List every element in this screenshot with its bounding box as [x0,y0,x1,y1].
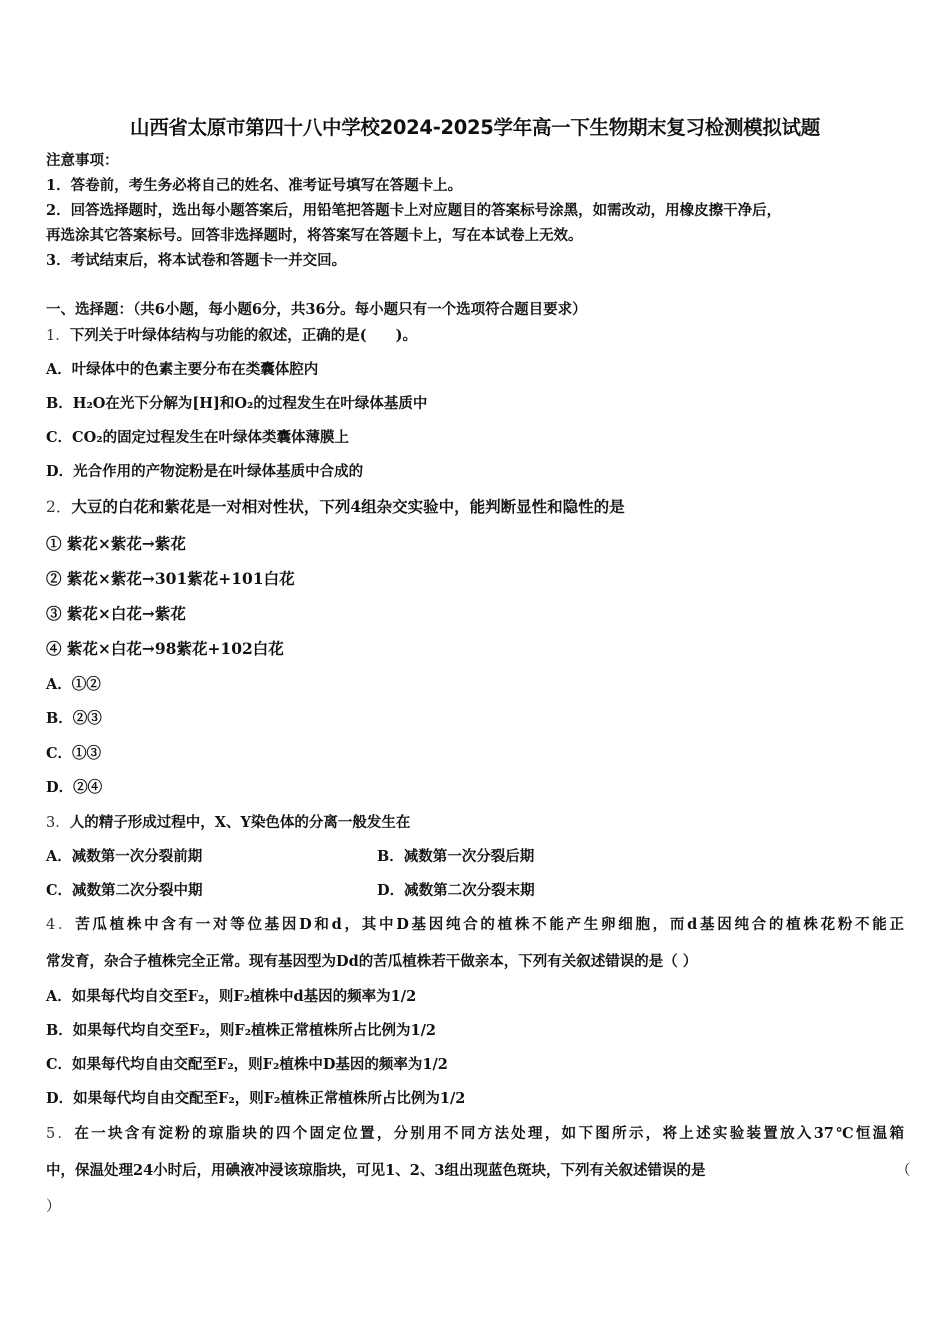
question-number: 3． [46,815,70,831]
answer-paren-close: ） [46,1199,61,1215]
question-5-line-2: 中，保温处理24小时后，用碘液冲浸该琼脂块，可见1、2、3组出现蓝色斑块，下列有关叙述错误的是 [46,1162,706,1179]
q4-option-d: D．如果每代均自由交配至F₂，则F₂植株正常植株所占比例为1/2 [46,1090,466,1107]
notice-item: 1．答卷前，考生务必将自己的姓名、准考证号填写在答题卡上。 [46,177,463,194]
question-4-line-2: 常发育，杂合子植株完全正常。现有基因型为Dd的苦瓜植株若干做亲本，下列有关叙述错误的是（ ） [46,953,698,970]
q4-option-b: B．如果每代均自交至F₂，则F₂植株正常植株所占比例为1/2 [46,1022,437,1039]
notice-heading: 注意事项： [46,152,119,169]
q2-option-b: B．②③ [46,710,102,727]
notice-item: 3．考试结束后，将本试卷和答题卡一并交回。 [46,252,347,269]
section-heading: 一、选择题：（共6小题，每小题6分，共36分。每小题只有一个选项符合题目要求） [46,301,587,318]
notice-item: 2．回答选择题时，选出每小题答案后，用铅笔把答题卡上对应题目的答案标号涂黑，如需改动，用橡皮擦干净后， [46,202,782,219]
question-2 [46,497,625,517]
q1-option-d: D．光合作用的产物淀粉是在叶绿体基质中合成的 [46,463,364,480]
question-stem: 大豆的白花和紫花是一对相对性状，下列4组杂交实验中，能判断显性和隐性的是 [71,497,625,516]
question-stem: 在一块含有淀粉的琼脂块的四个固定位置，分别用不同方法处理，如下图所示，将上述实验装置放入37℃恒温箱 [74,1125,904,1142]
question-stem: 苦瓜植株中含有一对等位基因D和d，其中D基因纯合的植株不能产生卵细胞，而d基因纯合的植株花粉不能正 [75,916,904,933]
q1-option-a: A．叶绿体中的色素主要分布在类囊体腔内 [46,361,319,378]
question-5-line-1 [46,1124,904,1144]
q1-option-b: B．H₂O在光下分解为[H]和O₂的过程发生在叶绿体基质中 [46,395,428,412]
page-title: 山西省太原市第四十八中学校2024-2025学年高一下生物期末复习检测模拟试题 [130,116,820,139]
question-stem: 人的精子形成过程中，X、Y染色体的分离一般发生在 [69,814,411,831]
question-3 [46,813,410,833]
notice-item: 再选涂其它答案标号。回答非选择题时，将答案写在答题卡上，写在本试卷上无效。 [46,227,583,244]
question-number: 5． [46,1126,75,1142]
q2-cross-3: ③ 紫花×白花→紫花 [46,604,186,623]
q2-cross-4: ④ 紫花×白花→98紫花+102白花 [46,639,284,658]
question-1 [46,326,417,346]
question-number: 1． [46,328,70,344]
q4-option-c: C．如果每代均自由交配至F₂，则F₂植株中D基因的频率为1/2 [46,1056,448,1073]
question-number: 4． [46,917,76,933]
answer-paren-open: （ [896,1163,911,1179]
q3-option-a: A．减数第一次分裂前期 [46,848,203,865]
q1-option-c: C．CO₂的固定过程发生在叶绿体类囊体薄膜上 [46,429,350,446]
q2-option-a: A．①② [46,676,101,693]
q2-option-d: D．②④ [46,779,103,796]
q2-cross-2: ② 紫花×紫花→301紫花+101白花 [46,569,295,588]
q3-option-b: B．减数第一次分裂后期 [377,848,535,865]
q2-option-c: C．①③ [46,745,102,762]
q2-cross-1: ① 紫花×紫花→紫花 [46,534,186,553]
question-number: 2． [46,498,72,516]
q4-option-a: A．如果每代均自交至F₂，则F₂植株中d基因的频率为1/2 [46,988,417,1005]
question-4-line-1 [46,915,904,935]
q3-option-d: D．减数第二次分裂末期 [377,882,535,899]
q3-option-c: C．减数第二次分裂中期 [46,882,203,899]
question-stem: 下列关于叶绿体结构与功能的叙述，正确的是( )。 [69,327,417,344]
